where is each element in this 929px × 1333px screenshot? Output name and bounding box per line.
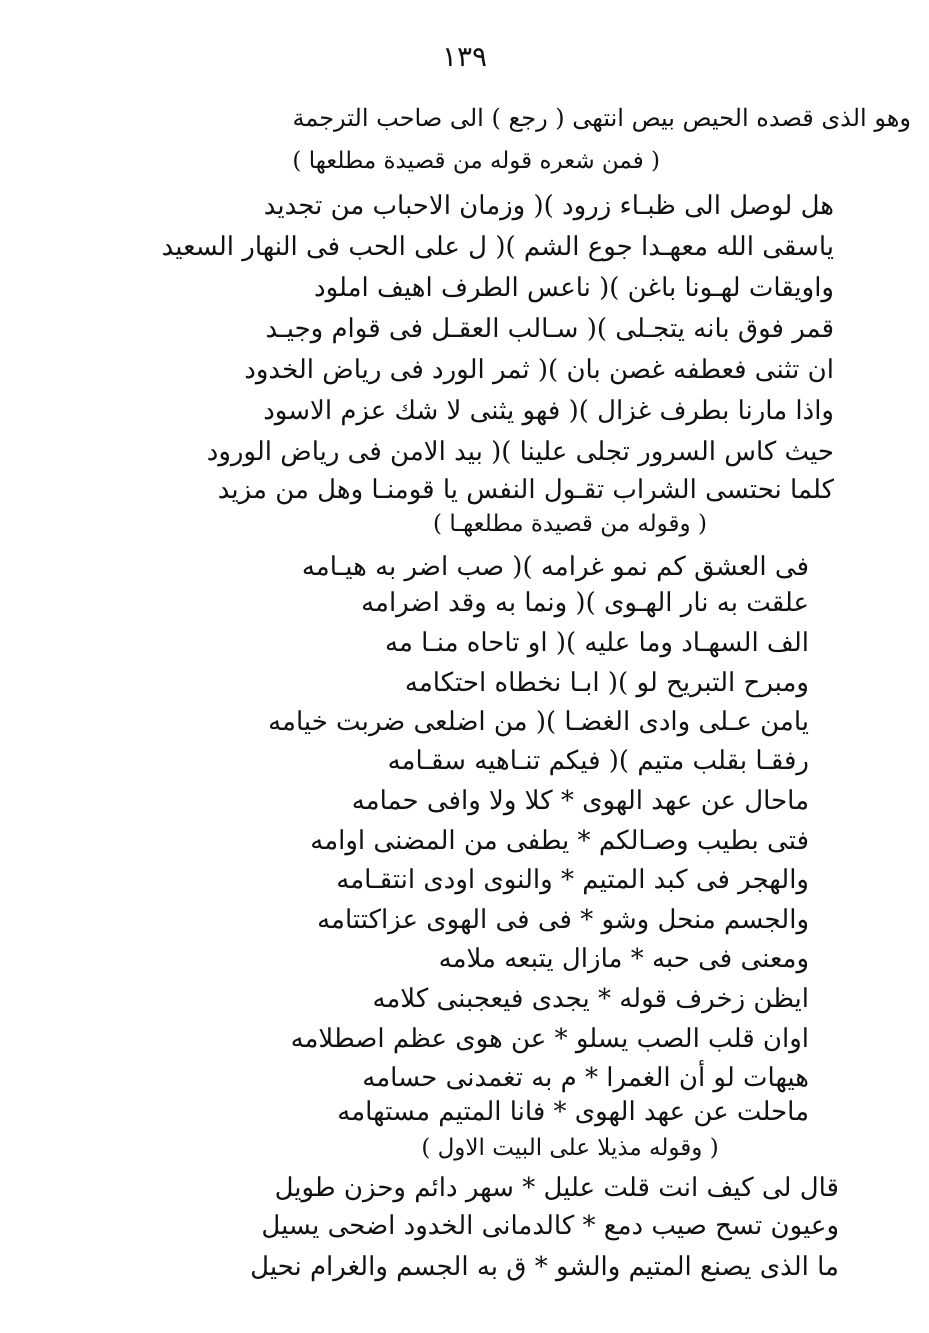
verse-line: ان تثنى فعطفه غصن بان )( ثمر الورد فى رياض الخدود bbox=[244, 355, 834, 385]
verse-line: ياسقى الله معهـدا جوع الشم )( ل على الحب فى النهار السعيد bbox=[161, 232, 834, 262]
verse-line: ماحال عن عهد الهوى * كلا ولا وافى حمامه bbox=[351, 786, 809, 816]
verse-line: والهجر فى كبد المتيم * والنوى اودى انتقـامه bbox=[336, 865, 809, 895]
verse-line: والجسم منحل وشو * فى فى الهوى عزاكتتامه bbox=[317, 905, 809, 935]
verse-line: ايظن زخرف قوله * يجدى فيعجبنى كلامه bbox=[372, 984, 809, 1014]
verse-line: علقت به نار الهـوى )( ونما به وقد اضرامه bbox=[361, 588, 809, 618]
intro-line: وهو الذى قصده الحيص بيص انتهى ( رجع ) الى صاحب الترجمة bbox=[292, 104, 911, 132]
verse-line: قمر فوق بانه يتجـلى )( سـالب العقـل فى قوام وجيـد bbox=[265, 314, 834, 344]
verse-line: واذا مارنا بطرف غزال )( فهو يثنى لا شك عزم الاسود bbox=[263, 396, 834, 426]
verse-line: اوان قلب الصب يسلو * عن هوى عظم اصطلامه bbox=[290, 1024, 809, 1054]
heading-poem-2: ( وقوله من قصيدة مطلعهـا ) bbox=[433, 511, 707, 537]
verse-line: هيهات لو أن الغمرا * م به تغمدنى حسامه bbox=[362, 1063, 809, 1093]
verse-line: ومبرح التبريح لو )( ابـا نخطاه احتكامه bbox=[404, 668, 809, 698]
verse-line: حيث كاس السرور تجلى علينا )( بيد الامن فى رياض الورود bbox=[206, 437, 834, 467]
verse-line: وعيون تسح صيب دمع * كالدمانى الخدود اضحى يسيل bbox=[261, 1211, 839, 1241]
verse-line: قال لى كيف انت قلت عليل * سهر دائم وحزن طويل bbox=[274, 1173, 839, 1203]
verse-line: فتى بطيب وصـالكم * يطفى من المضنى اوامه bbox=[310, 826, 809, 856]
verse-line: ما الذى يصنع المتيم والشو * ق به الجسم والغرام نحيل bbox=[250, 1252, 839, 1282]
verse-line: واويقات لهـونا باغن )( ناعس الطرف اهيف املود bbox=[314, 273, 834, 303]
verse-line: فى العشق كم نمو غرامه )( صب اضر به هيـامه bbox=[301, 552, 809, 582]
verse-line: الف السهـاد وما عليه )( او تاحاه منـا مه bbox=[385, 628, 809, 658]
page-number: ١٣٩ bbox=[441, 40, 488, 73]
heading-poem-3: ( وقوله مذيلا على البيت الاول ) bbox=[421, 1135, 719, 1161]
verse-line: ماحلت عن عهد الهوى * فانا المتيم مستهامه bbox=[337, 1097, 809, 1127]
verse-line: رفقـا بقلب متيم )( فيكم تنـاهيه سقـامه bbox=[387, 746, 809, 776]
verse-line: يامن عـلى وادى الغضـا )( من اضلعى ضربت خيامه bbox=[268, 707, 809, 737]
verse-line: هل لوصل الى ظبـاء زرود )( وزمان الاحباب من تجديد bbox=[263, 191, 834, 221]
verse-line: ومعنى فى حبه * مازال يتبعه ملامه bbox=[438, 944, 809, 974]
verse-line: كلما نحتسى الشراب تقـول النفس يا قومنـا وهل من مزيد bbox=[217, 475, 834, 505]
heading-poem-1: ( فمن شعره قوله من قصيدة مطلعها ) bbox=[292, 148, 660, 174]
